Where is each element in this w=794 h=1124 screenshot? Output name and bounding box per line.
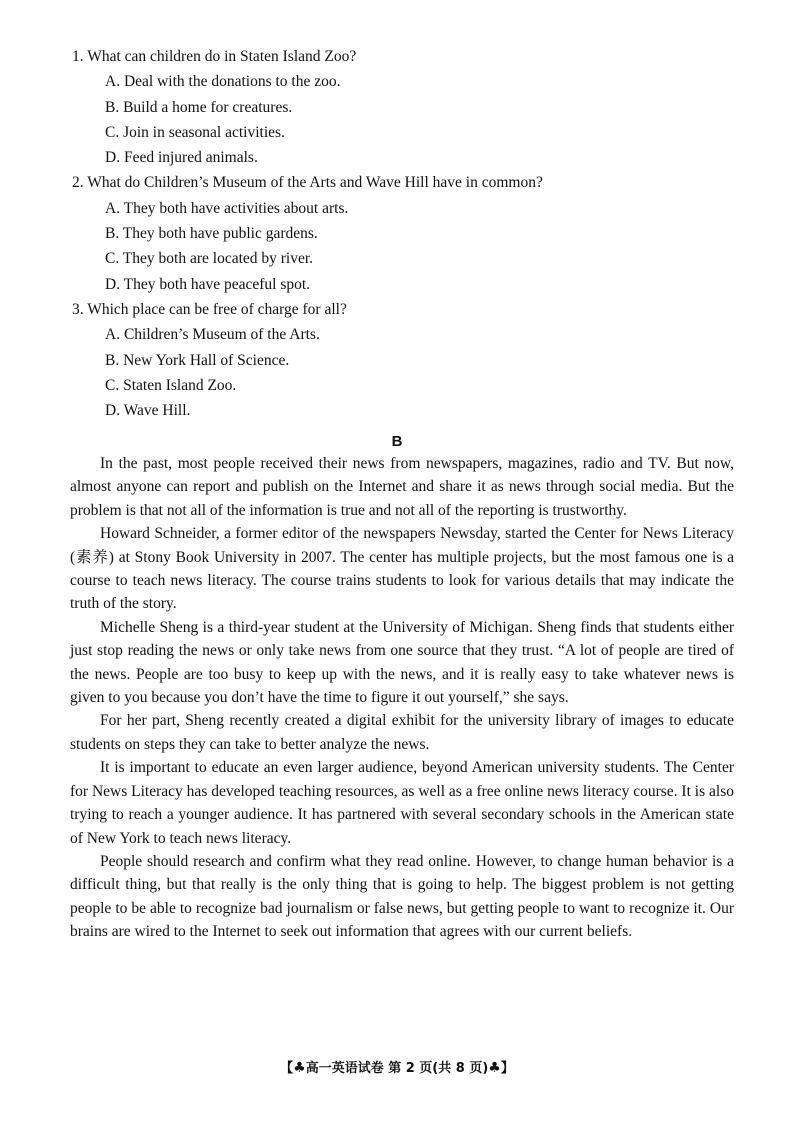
question-1 [72,44,732,170]
option-c: C. Staten Island Zoo. [105,376,237,394]
footer-text: 高一英语试卷 第 2 页(共 8 页) [305,1061,489,1076]
option-a: A. Deal with the donations to the zoo. [105,73,341,91]
paragraph-1: In the past, most people received their news from newspapers, magazines, radio and TV. But now, almost anyone can report and publish on the Internet and share it as news through social media. But the problem is that not all of the information is true and not all of the reporting is trustworthy. [70,455,734,519]
footer-bracket-close: 】 [500,1061,514,1076]
question-3 [72,297,732,423]
article-body [70,452,734,944]
section-heading: B [391,433,403,450]
option-b: B. Build a home for creatures. [105,98,293,116]
paragraph-5: It is important to educate an even larger audience, beyond American university students. The Center for News Literacy has developed teaching resources, as well as a free online news literacy course. It is also trying to reach a younger audience. It has partnered with several secondary schools in the American state of New York to teach news literacy. [70,759,734,847]
option-d: D. Wave Hill. [105,402,191,420]
option-b: B. New York Hall of Science. [105,351,290,369]
option-c: C. Join in seasonal activities. [105,123,285,141]
question-stem: 3. Which place can be free of charge for all? [72,300,347,318]
paragraph-4: For her part, Sheng recently created a digital exhibit for the university library of images to educate students on steps they can take to better analyze the news. [70,712,734,753]
question-stem: 1. What can children do in Staten Island Zoo? [72,48,357,65]
option-b: B. They both have public gardens. [105,225,318,243]
footer-bracket-open: 【 [280,1061,294,1076]
club-icon: ♣ [488,1060,501,1076]
option-c: C. They both are located by river. [105,250,314,268]
questions-section [72,44,732,423]
paragraph-6: People should research and confirm what they read online. However, to change human behavior is a difficult thing, but that really is the only thing that is going to help. The biggest problem is not getting people to be able to recognize bad journalism or false news, but getting people to want to recognize it. Our brains are wired to the Internet to seek out information that agrees with our current beliefs. [70,852,734,941]
paragraph-2: Howard Schneider, a former editor of the newspapers Newsday, started the Center for News Literacy (素养) at Stony Book University in 2007. The center has multiple projects, but the most famous one is a course to teach news literacy. The course trains students to look for various details that may indicate the truth of the story. [70,525,734,613]
paragraph-3: Michelle Sheng is a third-year student at the University of Michigan. Sheng finds that students either just stop reading the news or only take news from one source that they trust. “A lot of people are tired of the news. People are too busy to keep up with the news, and it is really easy to take whatever news is given to you because you don’t have the time to figure it out yourself,” she says. [70,618,734,707]
option-d: D. Feed injured animals. [105,149,258,167]
page-footer [0,1057,794,1076]
option-a: A. They both have activities about arts. [105,199,349,217]
option-a: A. Children’s Museum of the Arts. [105,326,320,344]
question-2 [72,170,732,296]
question-stem: 2. What do Children’s Museum of the Arts and Wave Hill have in common? [72,174,543,192]
option-d: D. They both have peaceful spot. [105,275,311,293]
club-icon: ♣ [293,1060,306,1076]
